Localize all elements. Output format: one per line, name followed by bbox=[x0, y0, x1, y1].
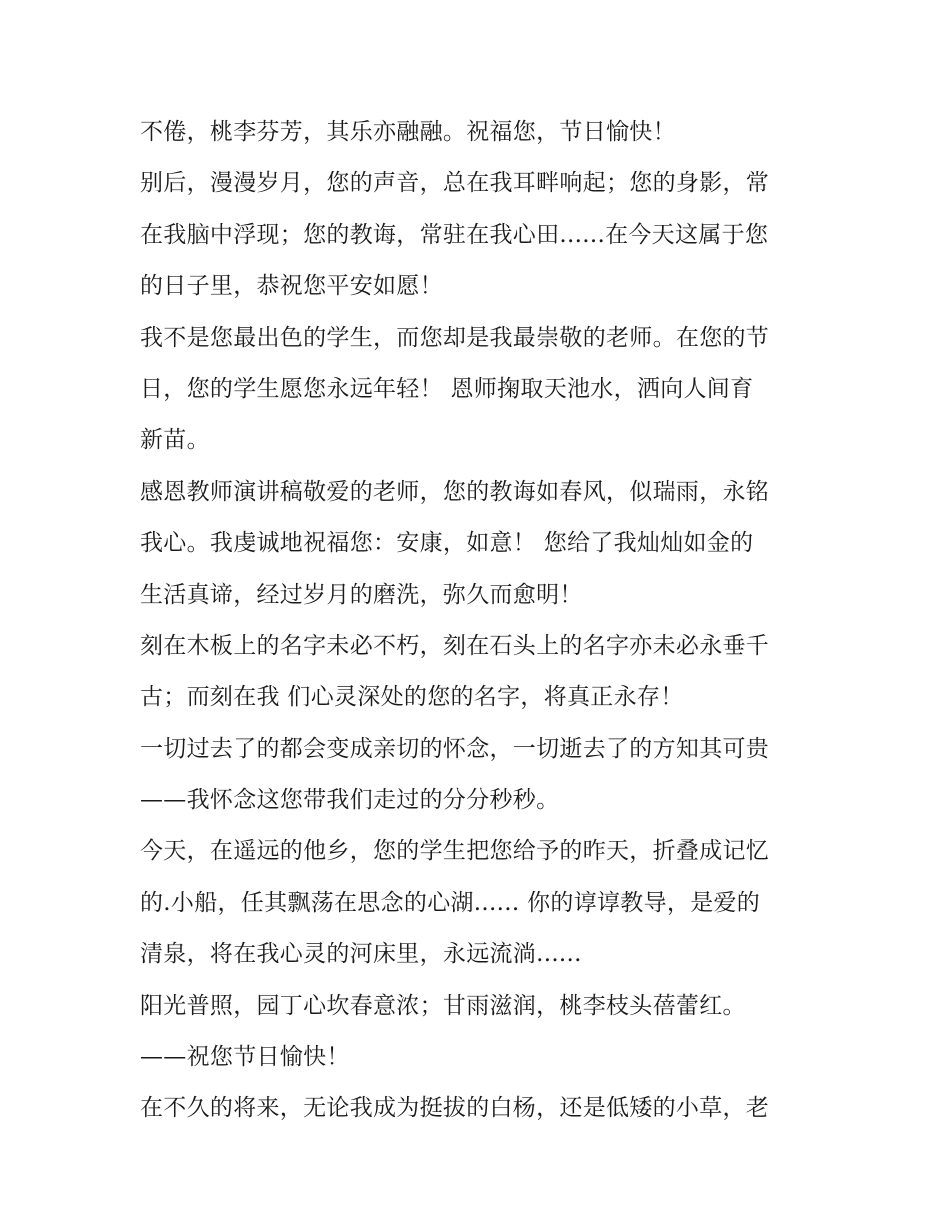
text-line: 感恩教师演讲稿敬爱的老师，您的教诲如春风，似瑞雨，永铭 bbox=[140, 478, 770, 505]
text-line: 古；而刻在我 们心灵深处的您的名字，将真正永存！ bbox=[140, 684, 684, 711]
text-line: 别后，漫漫岁月，您的声音，总在我耳畔响起；您的身影，常 bbox=[140, 170, 770, 197]
text-line: 在我脑中浮现；您的教诲，常驻在我心田......在今天这属于您 bbox=[140, 221, 769, 248]
text-line: ——祝您节日愉快！ bbox=[140, 1044, 350, 1071]
text-line: 我不是您最出色的学生，而您却是我最崇敬的老师。在您的节 bbox=[140, 324, 770, 351]
text-line: 今天，在遥远的他乡，您的学生把您给予的昨天，折叠成记忆 bbox=[140, 838, 770, 865]
document-body bbox=[140, 107, 830, 1135]
text-line: 我心。我虔诚地祝福您：安康，如意！ 您给了我灿灿如金的 bbox=[140, 530, 754, 557]
text-line: 的日子里，恭祝您平安如愿！ bbox=[140, 273, 443, 300]
text-line: 的.小船，任其飘荡在思念的心湖...... 你的谆谆教导，是爱的 bbox=[140, 889, 761, 916]
text-line: 一切过去了的都会变成亲切的怀念，一切逝去了的方知其可贵 bbox=[140, 735, 770, 762]
text-line: 在不久的将来，无论我成为挺拔的白杨，还是低矮的小草，老 bbox=[140, 1095, 770, 1122]
text-line: 新苗。 bbox=[140, 427, 210, 454]
text-line: 不倦，桃李芬芳，其乐亦融融。祝福您，节日愉快！ bbox=[140, 119, 676, 145]
text-line: 清泉，将在我心灵的河床里，永远流淌...... bbox=[140, 941, 582, 968]
text-line: 阳光普照，园丁心坎春意浓；甘雨滋润，桃李枝头蓓蕾红。 bbox=[140, 992, 746, 1019]
text-line: 生活真谛，经过岁月的磨洗，弥久而愈明！ bbox=[140, 581, 583, 608]
text-line: 日，您的学生愿您永远年轻！ 恩师掬取天池水，洒向人间育 bbox=[140, 375, 754, 402]
text-line: 刻在木板上的名字未必不朽，刻在石头上的名字亦未必永垂千 bbox=[140, 632, 770, 659]
text-line: ——我怀念这您带我们走过的分分秒秒。 bbox=[140, 787, 560, 814]
